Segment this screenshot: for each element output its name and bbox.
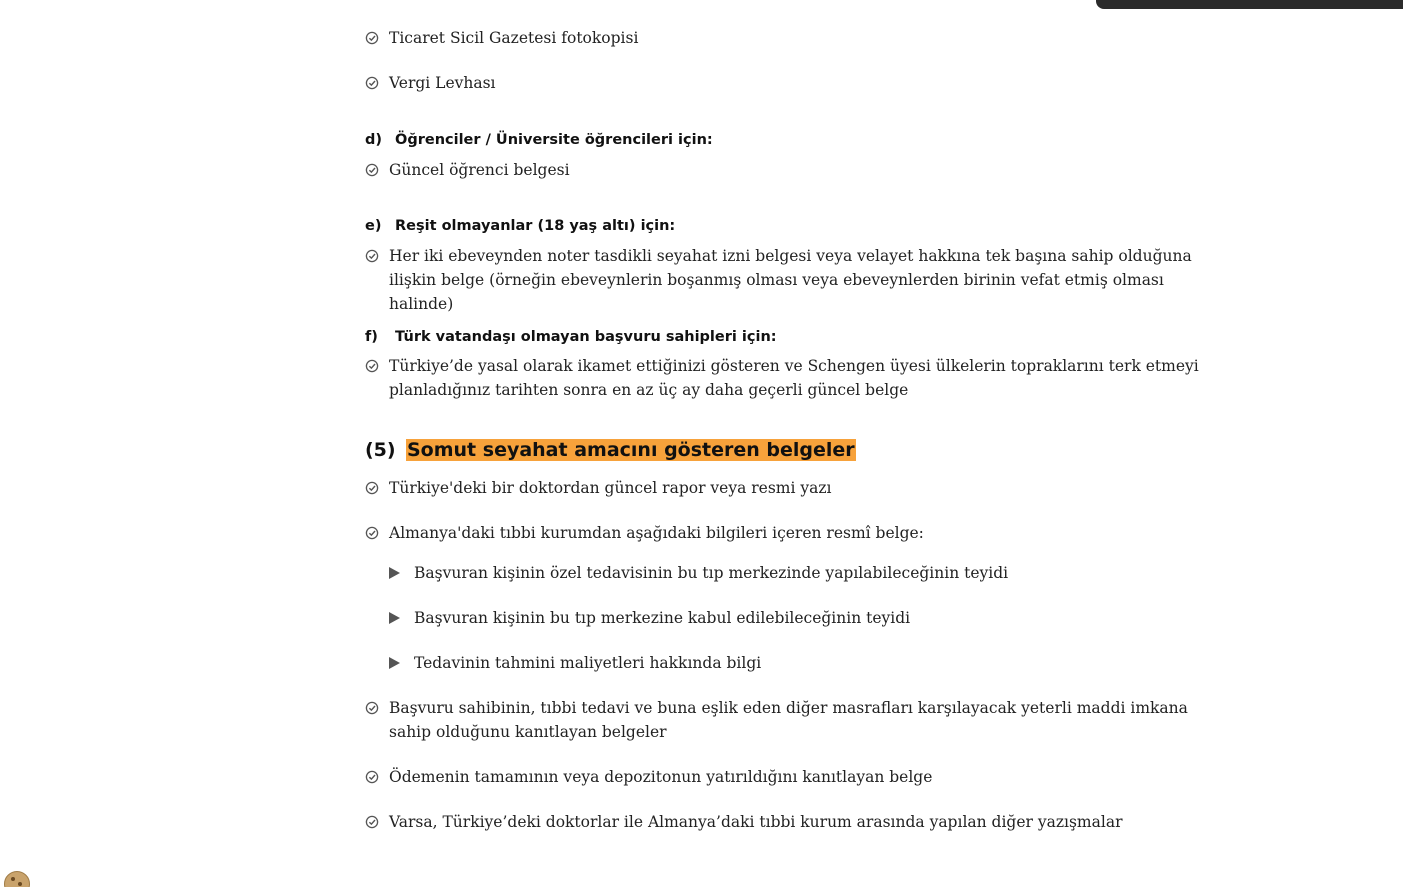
list-item-text: Varsa, Türkiye’deki doktorlar ile Almanya’daki tıbbi kurum arasında yapılan diğer yazışmalar [389, 813, 1123, 831]
check-circle-icon [365, 526, 379, 540]
list-item [365, 696, 1225, 744]
sub-list-item [389, 651, 1209, 675]
section-d-heading [365, 129, 713, 151]
list-item-text: Ticaret Sicil Gazetesi fotokopisi [389, 29, 639, 47]
list-item-text: Almanya'daki tıbbi kurumdan aşağıdaki bilgileri içeren resmî belge: [389, 524, 924, 542]
section-f-title: Türk vatandaşı olmayan başvuru sahipleri için: [395, 329, 777, 345]
check-circle-icon [365, 249, 379, 263]
list-item-text: Başvuru sahibinin, tıbbi tedavi ve buna eşlik eden diğer masrafları karşılayacak yeterli maddi imkana sahip olduğunu kanıtlayan belgeler [389, 699, 1188, 741]
list-item-text: Ödemenin tamamının veya depozitonun yatırıldığını kanıtlayan belge [389, 768, 933, 786]
list-item [365, 244, 1225, 316]
triangle-right-icon [389, 657, 400, 669]
notification-toast[interactable] [1096, 0, 1403, 9]
check-circle-icon [365, 770, 379, 784]
sub-list-item [389, 606, 1209, 630]
list-item [365, 354, 1225, 402]
list-item [365, 810, 1225, 834]
check-circle-icon [365, 359, 379, 373]
section-d-title: Öğrenciler / Üniversite öğrencileri için: [395, 132, 713, 148]
sub-list-item-text: Tedavinin tahmini maliyetleri hakkında bilgi [414, 654, 762, 672]
section-f-heading [365, 326, 777, 348]
sub-list-item [389, 561, 1209, 585]
section-e-title: Reşit olmayanlar (18 yaş altı) için: [395, 218, 676, 234]
check-circle-icon [365, 701, 379, 715]
check-circle-icon [365, 481, 379, 495]
check-circle-icon [365, 815, 379, 829]
section-e-letter: e) [365, 218, 382, 234]
triangle-right-icon [389, 567, 400, 579]
list-item-text: Vergi Levhası [389, 74, 496, 92]
check-circle-icon [365, 76, 379, 90]
list-item [365, 521, 1225, 545]
list-item [365, 158, 1225, 182]
section-5-heading [365, 437, 856, 463]
triangle-right-icon [389, 612, 400, 624]
section-d-letter: d) [365, 132, 383, 148]
cookie-icon[interactable] [4, 871, 30, 887]
list-item [365, 71, 1225, 95]
section-f-letter: f) [365, 329, 378, 345]
section-e-heading [365, 215, 675, 237]
section-5-title: Somut seyahat amacını gösteren belgeler [407, 439, 855, 461]
check-circle-icon [365, 31, 379, 45]
section-5-number: (5) [365, 439, 396, 461]
list-item [365, 765, 1225, 789]
check-circle-icon [365, 163, 379, 177]
list-item [365, 26, 1225, 50]
list-item [365, 476, 1225, 500]
list-item-text: Türkiye’de yasal olarak ikamet ettiğinizi gösteren ve Schengen üyesi ülkelerin topraklarını terk etmeyi planladığınız tarihten sonra en az üç ay daha geçerli güncel belge [389, 357, 1199, 399]
sub-list-item-text: Başvuran kişinin bu tıp merkezine kabul edilebileceğinin teyidi [414, 609, 911, 627]
sub-list-item-text: Başvuran kişinin özel tedavisinin bu tıp merkezinde yapılabileceğinin teyidi [414, 564, 1009, 582]
list-item-text: Güncel öğrenci belgesi [389, 161, 570, 179]
list-item-text: Türkiye'deki bir doktordan güncel rapor veya resmi yazı [389, 479, 832, 497]
list-item-text: Her iki ebeveynden noter tasdikli seyahat izni belgesi veya velayet hakkına tek başına sahip olduğuna ilişkin belge (örneğin ebeveynlerin boşanmış olması veya ebeveynlerden birinin vefat etmiş olması halinde) [389, 247, 1192, 313]
